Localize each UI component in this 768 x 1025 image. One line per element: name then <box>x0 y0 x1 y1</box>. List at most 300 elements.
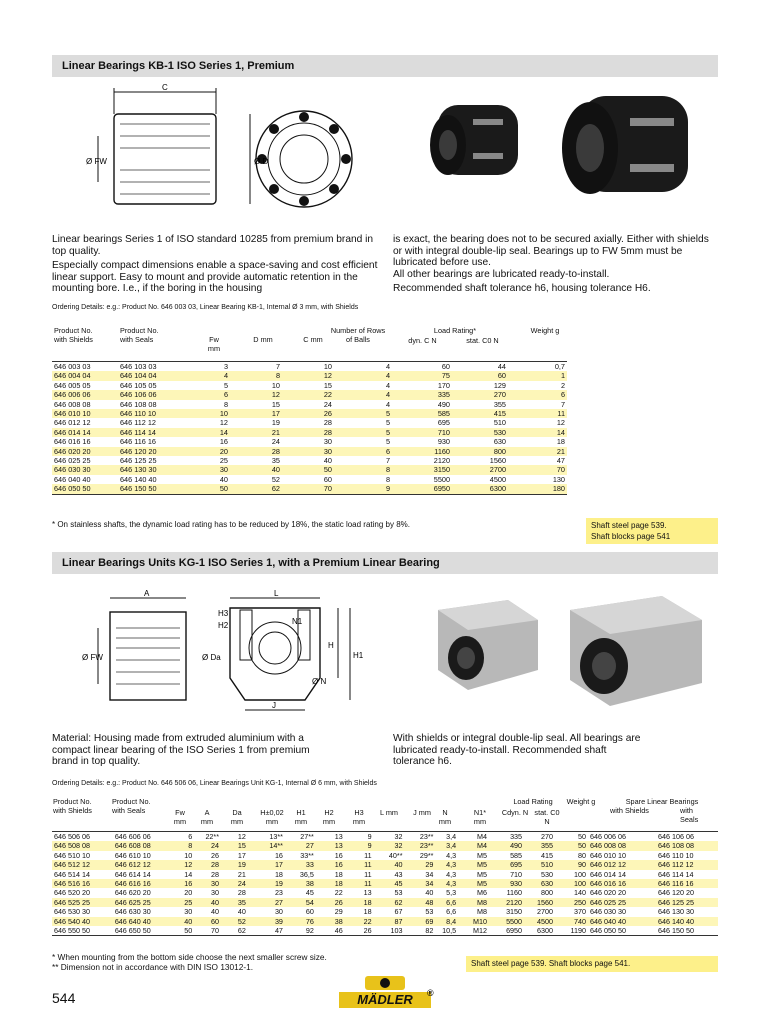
unit-photo-small <box>428 590 548 700</box>
unit-cell: 32 <box>374 832 405 842</box>
bearing-cell: 8 <box>230 371 282 380</box>
unit-cell: 28 <box>237 888 246 898</box>
unit-cell: 646 010 10 <box>589 850 626 860</box>
unit-cell: 20 <box>184 888 193 898</box>
t1-header-dyn: dyn. C N <box>408 336 437 345</box>
bearing-cell: 70 <box>282 484 334 494</box>
unit-cell: 646 020 20 <box>589 888 626 898</box>
unit-cell: 646 508 08 <box>52 841 113 850</box>
unit-row <box>52 841 718 850</box>
unit-cell: 8,4 <box>435 917 458 926</box>
bearing-cell: 21 <box>508 447 567 456</box>
unit-cell: 646 612 12 <box>113 860 174 869</box>
bearing-cell: 5 <box>385 437 390 447</box>
units-table <box>52 831 718 936</box>
unit-cell: 646 610 10 <box>114 850 151 860</box>
unit-cell: 710 <box>510 869 523 879</box>
unit-cell: 80 <box>577 850 586 860</box>
bearing-cell: 2 <box>560 380 565 390</box>
unit-cell: 510 <box>524 860 555 869</box>
unit-cell: 30 <box>184 907 193 917</box>
unit-cell: 646 608 08 <box>113 841 174 850</box>
bearing-cell: 646 120 20 <box>118 447 200 456</box>
bearing-cell: 800 <box>452 447 508 456</box>
unit-cell: 39 <box>248 917 285 926</box>
bearing-cell: 30 <box>282 447 334 456</box>
unit-cell: 250 <box>555 898 588 907</box>
unit-cell: 16 <box>174 879 195 888</box>
t1-header-c: C mm <box>303 335 323 344</box>
dim-fw-label: Ø FW <box>86 157 107 166</box>
bearing-cell: 50 <box>282 465 334 474</box>
footnote-2a: * When mounting from the bottom side choose the next smaller screw size. <box>52 952 327 962</box>
unit-cell: 646 050 50 <box>588 926 656 936</box>
bearing-row <box>52 418 567 427</box>
unit-drawing <box>80 588 380 718</box>
unit-cell: 646 130 30 <box>658 907 694 917</box>
unit-cell: M8 <box>458 898 489 907</box>
bearing-cell: 646 112 12 <box>120 418 156 428</box>
unit-cell: 9 <box>345 841 374 850</box>
bearing-cell: 9 <box>334 484 392 494</box>
unit-cell: M5 <box>458 860 489 869</box>
t2-header-spare-shields: with Shields <box>610 806 649 815</box>
bearing-cell: 170 <box>437 380 450 390</box>
unit-cell: 53 <box>425 907 434 917</box>
bearing-cell: 270 <box>452 390 508 399</box>
footnote-1: * On stainless shafts, the dynamic load rating has to be reduced by 18%, the static load rating by 8%. <box>52 520 410 529</box>
unit-cell: 30 <box>211 888 220 898</box>
unit-cell: 24 <box>221 879 248 888</box>
bearing-cell: 4 <box>334 390 392 399</box>
unit-cell: 34 <box>425 869 434 879</box>
unit-cell: 646 640 40 <box>113 917 174 926</box>
unit-cell: 4,3 <box>446 850 457 860</box>
t1-header-prod-seals: Product No. with Seals <box>120 326 159 344</box>
unit-cell: 45 <box>374 879 405 888</box>
unit-cell: 11 <box>345 879 374 888</box>
bearing-row <box>52 465 567 474</box>
bearing-cell: 646 025 25 <box>54 456 91 466</box>
unit-cell: 10 <box>184 850 193 860</box>
bearing-cell: 16 <box>219 437 228 447</box>
bearing-cell: 6300 <box>452 484 508 494</box>
bearing-cell: 14 <box>508 428 567 437</box>
bearing-row <box>52 400 567 409</box>
unit-cell: 646 620 20 <box>114 888 151 898</box>
bearing-cell: 17 <box>230 409 282 418</box>
unit-row <box>52 860 718 869</box>
shaft-blocks-link[interactable]: Shaft blocks page 541 <box>591 532 671 541</box>
bearing-row <box>52 437 567 446</box>
t2-header-prod-seals: Product No. with Seals <box>112 797 151 815</box>
bearing-cell: 22 <box>282 390 334 399</box>
unit-cell: 24 <box>194 841 221 850</box>
bearing-cell: 26 <box>282 409 334 418</box>
bearing-cell: 630 <box>493 437 506 447</box>
shaft-note-1[interactable] <box>586 518 718 544</box>
bearing-cell: 646 150 50 <box>118 484 200 494</box>
bearing-cell: 21 <box>230 428 282 437</box>
dim-c-label: C <box>162 84 168 92</box>
dim-n1-label: N1 <box>292 617 303 626</box>
dim-h-label: H <box>328 641 334 650</box>
unit-photo-large <box>562 588 712 713</box>
bearing-cell: 12 <box>230 390 282 399</box>
bearing-cell: 646 140 40 <box>120 474 157 484</box>
unit-cell: 26 <box>211 850 220 860</box>
unit-cell: 76 <box>285 917 316 926</box>
unit-cell: 53 <box>394 888 403 898</box>
bearing-cell: 646 130 30 <box>118 465 200 474</box>
bearing-cell: 25 <box>219 456 228 466</box>
dim-h1-label: H1 <box>353 651 364 660</box>
unit-cell: 5,3 <box>446 888 457 898</box>
unit-cell: 13 <box>316 832 345 842</box>
bearing-row <box>52 390 567 399</box>
unit-cell: 4,3 <box>446 869 457 879</box>
bearing-cell: 335 <box>392 390 452 399</box>
brand-name: MÄDLER <box>357 992 413 1007</box>
unit-cell: 10,5 <box>435 926 458 936</box>
unit-cell: 18 <box>274 869 283 879</box>
bearing-cell: 40 <box>219 474 228 484</box>
bearing-cell: 646 004 04 <box>52 371 118 380</box>
t2-header-spare: Spare Linear Bearings <box>625 797 699 806</box>
unit-cell: 17 <box>237 850 246 860</box>
unit-cell: 3,4 <box>435 832 458 842</box>
unit-cell: M4 <box>458 841 489 850</box>
section1-title: Linear Bearings KB-1 ISO Series 1, Premium <box>52 55 718 77</box>
unit-cell: 646 030 30 <box>589 907 626 917</box>
bearing-cell: 4 <box>385 380 390 390</box>
t2-header-a: A mm <box>200 808 214 826</box>
section2-title: Linear Bearings Units KG-1 ISO Series 1, with a Premium Linear Bearing <box>52 552 718 574</box>
bearing-cell: 11 <box>508 409 567 418</box>
bearing-cell: 10 <box>282 362 334 372</box>
unit-cell: 50 <box>174 926 195 936</box>
unit-row <box>52 898 718 907</box>
bearing-cell: 3150 <box>392 465 452 474</box>
bearing-row <box>52 428 567 437</box>
section1-text-right <box>393 234 718 298</box>
bearing-cell: 2120 <box>433 456 450 466</box>
bearing-cell: 130 <box>552 474 565 484</box>
bearing-cell: 40 <box>323 456 332 466</box>
bearing-cell: 710 <box>392 428 452 437</box>
ordering-details-1: Ordering Details: e.g.: Product No. 646 003 03, Linear Bearing KB-1, Internal Ø 3 mm, with Shields <box>52 304 359 311</box>
unit-cell: 646 506 06 <box>52 832 113 842</box>
page-number: 544 <box>52 990 76 1006</box>
bearing-cell: 44 <box>452 362 508 372</box>
unit-cell: 29 <box>334 907 343 917</box>
unit-cell: 646 630 30 <box>114 907 151 917</box>
unit-row <box>52 888 718 897</box>
unit-cell: 82 <box>405 926 436 936</box>
unit-cell: 646 550 50 <box>52 926 113 936</box>
bearing-cell: 60 <box>452 371 508 380</box>
bearing-cell: 646 005 05 <box>54 380 91 390</box>
unit-cell: 19 <box>221 860 248 869</box>
brand-logo <box>335 976 435 1020</box>
description-paragraph: Especially compact dimensions enable a space-saving and cost efficient linear support. Easy to mount and provide automatic retention in the mounting bore. I.e., if the boring in the housing <box>52 260 378 295</box>
unit-cell: 646 650 50 <box>113 926 174 936</box>
unit-cell: 87 <box>374 917 405 926</box>
bearing-cell: 129 <box>493 380 506 390</box>
unit-row <box>52 832 718 842</box>
t2-header-spare-seals: with Seals <box>680 806 699 824</box>
unit-cell: 4,3 <box>435 879 458 888</box>
bearing-cell: 70 <box>508 465 567 474</box>
bearing-cell: 40 <box>230 465 282 474</box>
unit-cell: 646 112 12 <box>656 860 718 869</box>
unit-cell: 28 <box>194 860 221 869</box>
unit-cell: 6,6 <box>435 898 458 907</box>
unit-cell: 8 <box>174 841 195 850</box>
bearing-cell: 930 <box>437 437 450 447</box>
unit-cell: 4500 <box>524 917 555 926</box>
unit-cell: 646 006 06 <box>588 832 656 842</box>
bearing-cell: 0,7 <box>508 362 567 372</box>
ordering-details-2: Ordering Details: e.g.: Product No. 646 506 06, Linear Bearings Unit KG-1, Internal Ø 6 mm, with Shields <box>52 780 377 787</box>
tolerance-paragraph: Recommended shaft tolerance h6, housing tolerance H6. <box>393 283 651 295</box>
unit-cell: 646 106 06 <box>656 832 718 842</box>
unit-cell: M5 <box>458 879 489 888</box>
bearing-cell: 8 <box>334 465 392 474</box>
unit-cell: 33 <box>285 860 316 869</box>
dim-h2-label: H2 <box>218 621 229 630</box>
bearing-cell: 60 <box>392 362 452 372</box>
bearing-cell: 7 <box>385 456 390 466</box>
bearing-cell: 695 <box>437 418 450 428</box>
unit-cell: 25 <box>174 898 195 907</box>
unit-cell: 530 <box>540 869 553 879</box>
unit-cell: 26 <box>316 898 345 907</box>
bearing-cell: 6950 <box>392 484 452 494</box>
dim-d-label: Ø D <box>254 157 269 166</box>
bearing-cell: 3 <box>200 362 230 372</box>
bearing-cell: 75 <box>392 371 452 380</box>
unit-cell: 40** <box>388 850 403 860</box>
unit-cell: 646 116 16 <box>656 879 718 888</box>
mounting-paragraph: is exact, the bearing does not to be secured axially. Either with shields or with integral double-lip seal. Bearings up to FW 5mm must be lubricated before use. <box>393 234 709 269</box>
bearing-photo-small <box>418 95 528 195</box>
bearing-cell: 62 <box>230 484 282 494</box>
unit-cell: 103 <box>374 926 405 936</box>
unit-cell: 585 <box>510 850 523 860</box>
bearing-cell: 646 010 10 <box>52 409 118 418</box>
unit-cell: 13 <box>363 888 372 898</box>
t2-header-weight: Weight g <box>566 797 596 806</box>
unit-cell: 2120 <box>489 898 524 907</box>
unit-cell: 16 <box>274 850 283 860</box>
bearing-cell: 490 <box>437 399 450 409</box>
bearing-row <box>52 447 567 456</box>
unit-cell: 1160 <box>506 888 523 898</box>
t1-header-fw: Fw mm <box>207 335 221 353</box>
unit-cell: 13 <box>316 841 345 850</box>
bearing-row <box>52 362 567 372</box>
unit-cell: 69 <box>405 917 436 926</box>
bearing-cell: 4 <box>334 362 392 372</box>
bearing-cell: 6 <box>334 447 392 456</box>
t2-header-prod-shields: Product No. with Shields <box>53 797 92 815</box>
unit-cell: 19 <box>248 879 285 888</box>
lubrication-paragraph: All other bearings are lubricated ready-to-install. <box>393 268 610 280</box>
bearing-cell: 24 <box>323 399 332 409</box>
t2-header-da: Da mm <box>230 808 244 826</box>
dim-j-label: J <box>272 701 276 710</box>
t1-header-rows: Number of Rows of Balls <box>330 326 386 344</box>
unit-cell: 54 <box>285 898 316 907</box>
bearing-cell: 15 <box>271 399 280 409</box>
t2-header-h2: H2 mm <box>322 808 336 826</box>
dim-a-label: A <box>144 589 150 598</box>
bearing-row <box>52 371 567 380</box>
bearing-cell: 530 <box>452 428 508 437</box>
unit-cell: 646 025 25 <box>588 898 656 907</box>
bearing-cell: 5 <box>334 428 392 437</box>
unit-cell: 1560 <box>524 898 555 907</box>
unit-cell: 40 <box>174 917 195 926</box>
bearing-cell: 6 <box>200 390 230 399</box>
unit-cell: 52 <box>221 917 248 926</box>
bearing-cell: 10 <box>200 409 230 418</box>
unit-cell: 646 525 25 <box>52 898 113 907</box>
unit-cell: 12 <box>221 832 248 842</box>
bearing-cell: 646 108 08 <box>120 399 157 409</box>
bearing-cell: 12 <box>282 371 334 380</box>
bearing-row <box>52 409 567 418</box>
bearing-cell: 6 <box>508 390 567 399</box>
unit-cell: 62 <box>221 926 248 936</box>
t1-header-weight: Weight g <box>530 326 560 335</box>
dim-da-label: Ø Da <box>202 653 221 662</box>
unit-cell: 18 <box>316 879 345 888</box>
unit-cell: 646 120 20 <box>658 888 694 898</box>
bearing-cell: 12 <box>219 418 228 428</box>
unit-cell: 21 <box>237 869 246 879</box>
unit-cell: 646 008 08 <box>588 841 656 850</box>
unit-cell: 40 <box>211 907 220 917</box>
unit-cell: 6,6 <box>446 907 457 917</box>
bearing-cell: 8 <box>223 399 228 409</box>
unit-cell: 100 <box>555 879 588 888</box>
unit-cell: 16 <box>316 860 345 869</box>
unit-cell: M10 <box>458 917 489 926</box>
bearing-cell: 5500 <box>433 474 450 484</box>
dim-h3-label: H3 <box>218 609 229 618</box>
unit-cell: 13** <box>248 832 285 842</box>
unit-cell: 355 <box>524 841 555 850</box>
bearing-cell: 47 <box>556 456 565 466</box>
bearing-cell: 646 106 06 <box>118 390 200 399</box>
unit-cell: 3,4 <box>435 841 458 850</box>
shaft-steel-link[interactable]: Shaft steel page 539. <box>591 521 667 530</box>
bearing-cell: 4 <box>385 399 390 409</box>
bearing-cell: 646 104 04 <box>118 371 200 380</box>
bearing-cell: 8 <box>385 474 390 484</box>
bearing-cell: 10 <box>271 380 280 390</box>
t2-header-fw: Fw mm <box>173 808 187 826</box>
unit-cell: 11 <box>345 860 374 869</box>
section2-text-left: Material: Housing made from extruded aluminium with a compact linear bearing of the ISO Series 1 from premium brand in top quality. <box>52 733 310 768</box>
bearing-cell: 4 <box>334 371 392 380</box>
unit-cell: 32 <box>374 841 405 850</box>
unit-cell: 50 <box>555 841 588 850</box>
unit-row <box>52 851 718 860</box>
bearing-cell: 28 <box>282 428 334 437</box>
unit-row <box>52 907 718 916</box>
unit-cell: 18 <box>345 898 374 907</box>
unit-row <box>52 926 718 936</box>
unit-cell: 40 <box>374 860 405 869</box>
unit-cell: 15 <box>221 841 248 850</box>
shaft-note-2[interactable]: Shaft steel page 539. Shaft blocks page 541. <box>466 956 718 972</box>
unit-cell: 800 <box>540 888 553 898</box>
unit-row <box>52 879 718 888</box>
bearings-table <box>52 361 567 495</box>
unit-cell: 14 <box>184 869 193 879</box>
t2-header-load: Load Rating <box>513 797 553 806</box>
bearing-cell: 52 <box>271 474 280 484</box>
unit-cell: 646 514 14 <box>54 869 90 879</box>
unit-cell: 50 <box>555 832 588 842</box>
unit-cell: 36,5 <box>299 869 314 879</box>
bearing-cell: 355 <box>493 399 506 409</box>
unit-cell: 6950 <box>489 926 524 936</box>
bearing-cell: 646 012 12 <box>54 418 91 428</box>
unit-cell: 646 606 06 <box>113 832 174 842</box>
unit-cell: 100 <box>573 869 586 879</box>
unit-cell: 646 012 12 <box>588 860 656 869</box>
unit-cell: M5 <box>477 850 488 860</box>
unit-cell: 270 <box>524 832 555 842</box>
t1-header-prod-shields: Product No. with Shields <box>54 326 93 344</box>
unit-cell: 27** <box>285 832 316 842</box>
t1-header-stat: stat. C0 N <box>466 336 499 345</box>
bearing-cell: 30 <box>200 465 230 474</box>
unit-cell: 22 <box>334 888 343 898</box>
unit-cell: 646 125 25 <box>656 898 718 907</box>
t2-header-n1: N1* mm <box>473 808 487 826</box>
unit-cell: 22 <box>345 917 374 926</box>
unit-cell: 12 <box>174 860 195 869</box>
unit-cell: 22** <box>194 832 221 842</box>
brand-registered: ® <box>427 988 434 998</box>
bearing-cell: 646 020 20 <box>52 447 118 456</box>
unit-cell: 646 110 10 <box>658 850 694 860</box>
unit-cell: 695 <box>489 860 524 869</box>
bearing-cell: 4 <box>200 371 230 380</box>
unit-cell: 46 <box>316 926 345 936</box>
unit-cell: 26 <box>345 926 374 936</box>
unit-cell: 35 <box>221 898 248 907</box>
bearing-cell: 7 <box>560 399 565 409</box>
dim-fw2-label: Ø FW <box>82 653 103 662</box>
unit-cell: 47 <box>248 926 285 936</box>
unit-cell: 34 <box>405 879 436 888</box>
dim-l-label: L <box>274 589 279 598</box>
bearing-cell: 646 105 05 <box>120 380 157 390</box>
unit-cell: 646 016 16 <box>588 879 656 888</box>
bearing-cell: 1160 <box>392 447 452 456</box>
unit-cell: 646 108 08 <box>656 841 718 850</box>
bearing-row <box>52 475 567 484</box>
unit-row <box>52 917 718 926</box>
bearing-cell: 28 <box>323 418 332 428</box>
unit-cell: 2700 <box>536 907 553 917</box>
